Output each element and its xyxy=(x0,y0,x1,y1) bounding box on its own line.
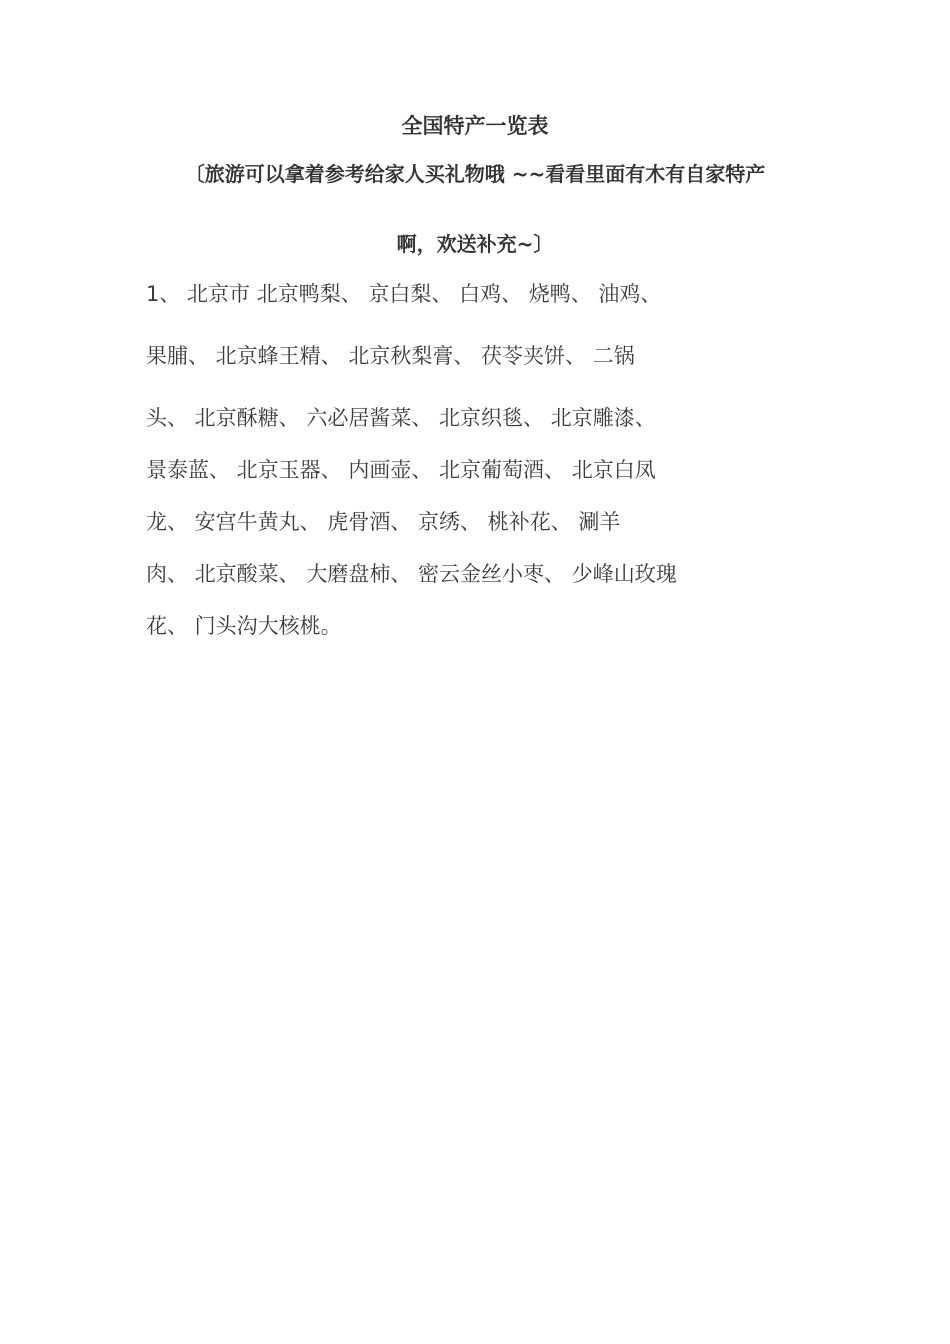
document-subtitle-line-2: 啊，欢送补充~〕 xyxy=(396,232,554,256)
document-subtitle-line-1: 〔旅游可以拿着参考给家人买礼物哦 ~~看看里面有木有自家特产 xyxy=(184,162,766,186)
body-text-line: 龙、 安宫牛黄丸、 虎骨酒、 京绣、 桃补花、 涮羊 xyxy=(146,510,621,534)
body-text-line: 头、 北京酥糖、 六必居酱菜、 北京织毯、 北京雕漆、 xyxy=(146,406,656,430)
list-item-number: 1、 xyxy=(146,282,181,306)
body-text-line: 北京市 北京鸭梨、 京白梨、 白鸡、 烧鸭、 油鸡、 xyxy=(180,282,662,306)
body-text-line: 果脯、 北京蜂王精、 北京秋梨膏、 茯苓夹饼、 二锅 xyxy=(146,344,635,368)
document-title: 全国特产一览表 xyxy=(401,114,549,138)
body-text-line: 花、 门头沟大核桃。 xyxy=(146,614,342,638)
list-item-line-1 xyxy=(146,280,661,308)
body-text-line: 肉、 北京酸菜、 大磨盘柿、 密云金丝小枣、 少峰山玫瑰 xyxy=(146,562,677,586)
body-text-line: 景泰蓝、 北京玉器、 内画壶、 北京葡萄酒、 北京白凤 xyxy=(146,458,656,482)
